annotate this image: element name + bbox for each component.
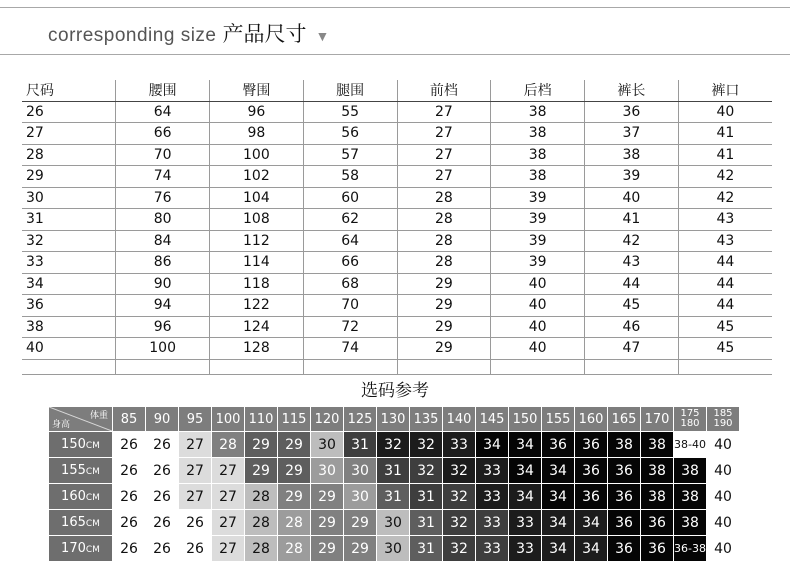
size-cell: 26 [113,536,146,562]
table-cell: 64 [116,101,210,123]
table-cell: 37 [585,123,679,145]
table-cell: 39 [491,209,585,231]
table-cell: 112 [210,230,304,252]
size-cell: 34 [575,536,608,562]
size-cell: 36 [575,484,608,510]
weight-header-cell: 150 [509,407,542,432]
size-cell: 31 [344,432,377,458]
size-cell: 36 [608,510,641,536]
column-header: 裤口 [678,80,772,101]
table-cell: 94 [116,295,210,317]
column-header: 后档 [491,80,585,101]
table-cell: 86 [116,252,210,274]
size-cell: 34 [476,432,509,458]
table-cell-empty [585,359,679,374]
size-cell: 30 [311,432,344,458]
table-cell: 98 [210,123,304,145]
table-cell: 34 [22,273,116,295]
table-cell: 27 [397,123,491,145]
table-row [22,273,772,295]
size-cell: 28 [245,536,278,562]
reference-row [49,510,740,536]
size-cell: 34 [575,510,608,536]
size-cell: 31 [377,458,410,484]
size-cell: 28 [278,536,311,562]
table-cell: 72 [303,316,397,338]
table-cell: 42 [678,187,772,209]
table-cell: 80 [116,209,210,231]
weight-header-cell: 165 [608,407,641,432]
size-cell: 34 [542,510,575,536]
table-cell: 42 [678,166,772,188]
table-cell: 45 [585,295,679,317]
table-cell-empty [210,359,304,374]
weight-header-cell: 140 [443,407,476,432]
table-cell: 68 [303,273,397,295]
table-cell: 96 [210,101,304,123]
table-cell: 38 [491,144,585,166]
table-row-empty [22,359,772,374]
table-row [22,166,772,188]
weight-header-cell: 115 [278,407,311,432]
size-cell: 27 [179,432,212,458]
column-header: 裤长 [585,80,679,101]
table-cell: 33 [22,252,116,274]
weight-header-cell: 155 [542,407,575,432]
size-cell: 29 [344,510,377,536]
size-cell: 33 [476,484,509,510]
table-cell: 128 [210,338,304,360]
table-cell: 118 [210,273,304,295]
size-cell: 29 [245,458,278,484]
size-cell: 31 [410,536,443,562]
size-cell: 27 [212,484,245,510]
table-row [22,316,772,338]
size-cell: 34 [509,484,542,510]
size-cell: 32 [410,432,443,458]
size-cell: 33 [476,510,509,536]
size-cell: 36 [542,432,575,458]
size-cell: 29 [311,510,344,536]
table-cell: 45 [678,338,772,360]
size-cell: 32 [443,536,476,562]
table-cell-empty [116,359,210,374]
size-cell: 34 [542,458,575,484]
size-cell: 33 [476,536,509,562]
size-cell: 32 [410,458,443,484]
size-cell: 33 [509,510,542,536]
size-cell: 33 [443,432,476,458]
reference-header-row [49,407,740,432]
size-cell: 29 [278,484,311,510]
table-cell: 100 [210,144,304,166]
size-cell: 36 [608,458,641,484]
weight-header-cell: 90 [146,407,179,432]
size-cell: 26 [146,510,179,536]
table-cell: 55 [303,101,397,123]
table-cell: 104 [210,187,304,209]
table-cell-empty [303,359,397,374]
size-cell: 26 [146,458,179,484]
size-cell: 28 [245,510,278,536]
column-header: 臀围 [210,80,304,101]
table-cell-empty [491,359,585,374]
size-cell: 34 [509,432,542,458]
size-cell: 30 [344,458,377,484]
weight-header-cell: 130 [377,407,410,432]
size-cell: 36 [641,510,674,536]
table-cell: 40 [491,316,585,338]
height-value: 170 [61,541,86,556]
table-cell: 29 [397,316,491,338]
table-cell: 64 [303,230,397,252]
size-cell: 26 [113,510,146,536]
table-cell: 32 [22,230,116,252]
column-header: 腿围 [303,80,397,101]
table-cell: 38 [585,144,679,166]
table-cell: 124 [210,316,304,338]
size-cell: 26 [146,536,179,562]
reference-row [49,432,740,458]
table-cell: 31 [22,209,116,231]
table-cell: 38 [491,166,585,188]
reference-row [49,458,740,484]
table-cell: 29 [397,295,491,317]
size-cell: 30 [311,458,344,484]
reference-corner-cell [49,407,113,432]
table-row [22,123,772,145]
size-cell: 27 [179,484,212,510]
height-label-cell [49,484,113,510]
weight-header-cell: 85 [113,407,146,432]
table-cell: 44 [678,252,772,274]
size-cell: 26 [179,510,212,536]
size-cell: 26 [113,458,146,484]
table-cell: 28 [22,144,116,166]
height-unit: CM [85,493,100,503]
table-cell: 44 [585,273,679,295]
section-header [48,18,329,46]
height-label-cell [49,458,113,484]
table-cell: 58 [303,166,397,188]
size-cell: 33 [509,536,542,562]
weight-header-cell: 110 [245,407,278,432]
size-cell: 36-38 [674,536,707,562]
size-cell: 40 [707,510,740,536]
size-cell: 36 [575,432,608,458]
weight-header-cell: 145 [476,407,509,432]
size-cell: 38 [641,432,674,458]
size-cell: 38 [674,458,707,484]
table-row [22,101,772,123]
size-cell: 29 [278,432,311,458]
size-cell: 29 [344,536,377,562]
size-cell: 31 [410,510,443,536]
weight-header-cell: 125 [344,407,377,432]
size-cell: 34 [509,458,542,484]
table-cell: 28 [397,209,491,231]
size-cell: 38-40 [674,432,707,458]
size-cell: 29 [278,458,311,484]
table-cell: 38 [491,123,585,145]
table-cell: 40 [22,338,116,360]
table-cell: 30 [22,187,116,209]
weight-header-cell: 160 [575,407,608,432]
table-cell: 47 [585,338,679,360]
size-cell: 40 [707,458,740,484]
table-cell: 28 [397,252,491,274]
weight-header-cell [674,407,707,432]
table-cell-empty [678,359,772,374]
table-cell: 100 [116,338,210,360]
size-cell: 26 [179,536,212,562]
size-cell: 40 [707,484,740,510]
table-cell: 28 [397,230,491,252]
height-label-cell [49,432,113,458]
height-unit: CM [85,467,100,477]
table-cell: 108 [210,209,304,231]
table-cell: 39 [491,230,585,252]
column-header: 腰围 [116,80,210,101]
table-cell: 39 [491,187,585,209]
table-cell: 96 [116,316,210,338]
size-cell: 30 [377,510,410,536]
size-cell: 32 [443,510,476,536]
table-row [22,338,772,360]
table-cell: 26 [22,101,116,123]
weight-header-cell: 135 [410,407,443,432]
size-cell: 27 [212,458,245,484]
size-table [22,80,772,375]
weight-header-label: 175 180 [680,407,700,429]
size-cell: 40 [707,536,740,562]
table-cell: 41 [678,123,772,145]
height-value: 165 [61,515,86,530]
table-cell: 45 [678,316,772,338]
size-cell: 26 [146,484,179,510]
table-cell: 43 [678,230,772,252]
triangle-down-icon: ▼ [315,28,330,44]
reference-title: 选码参考 [361,381,429,401]
size-cell: 36 [608,536,641,562]
table-cell: 27 [397,101,491,123]
table-cell: 40 [678,101,772,123]
table-cell: 40 [491,338,585,360]
size-cell: 29 [311,536,344,562]
size-cell: 28 [278,510,311,536]
size-cell: 27 [212,510,245,536]
table-cell-empty [22,359,116,374]
table-cell: 43 [678,209,772,231]
height-unit: CM [85,441,100,451]
size-cell: 36 [575,458,608,484]
table-row [22,209,772,231]
table-cell: 57 [303,144,397,166]
size-cell: 31 [377,484,410,510]
table-cell: 39 [585,166,679,188]
corner-height-label: 身高 [52,420,71,430]
reference-row [49,484,740,510]
weight-header-cell: 100 [212,407,245,432]
table-cell: 70 [116,144,210,166]
size-cell: 38 [641,484,674,510]
size-cell: 33 [476,458,509,484]
size-cell: 38 [674,484,707,510]
weight-header-cell: 170 [641,407,674,432]
header-title-cn: 产品尺寸 [222,22,307,46]
table-cell: 29 [22,166,116,188]
table-cell: 76 [116,187,210,209]
table-cell: 42 [585,230,679,252]
size-cell: 34 [542,536,575,562]
table-cell: 38 [491,101,585,123]
size-cell: 29 [245,432,278,458]
table-cell: 44 [678,295,772,317]
table-cell: 27 [397,166,491,188]
table-cell: 27 [397,144,491,166]
table-cell: 36 [22,295,116,317]
size-cell: 30 [377,536,410,562]
top-divider [0,7,790,8]
size-cell: 28 [245,484,278,510]
table-cell: 56 [303,123,397,145]
table-cell: 36 [585,101,679,123]
table-cell: 29 [397,273,491,295]
height-label-cell [49,510,113,536]
height-value: 150 [61,437,86,452]
size-cell: 40 [707,432,740,458]
header-title-en: corresponding size [48,25,217,46]
size-cell: 26 [146,432,179,458]
table-cell: 46 [585,316,679,338]
table-cell: 43 [585,252,679,274]
table-cell: 66 [303,252,397,274]
size-table-header [22,80,772,101]
table-cell: 122 [210,295,304,317]
size-cell: 38 [641,458,674,484]
table-cell: 60 [303,187,397,209]
column-header: 尺码 [22,80,116,101]
size-cell: 30 [344,484,377,510]
table-cell: 27 [22,123,116,145]
table-cell: 29 [397,338,491,360]
table-cell: 28 [397,187,491,209]
size-cell: 38 [608,432,641,458]
table-row [22,230,772,252]
table-cell: 74 [303,338,397,360]
size-reference-table [48,406,740,562]
size-cell: 36 [641,536,674,562]
size-cell: 36 [608,484,641,510]
table-cell-empty [397,359,491,374]
size-cell: 34 [542,484,575,510]
table-cell: 39 [491,252,585,274]
table-cell: 41 [678,144,772,166]
size-cell: 28 [212,432,245,458]
table-cell: 84 [116,230,210,252]
table-row [22,144,772,166]
header-divider [0,54,790,55]
height-unit: CM [85,545,100,555]
size-cell: 31 [410,484,443,510]
table-cell: 114 [210,252,304,274]
table-cell: 90 [116,273,210,295]
size-cell: 38 [674,510,707,536]
table-cell: 40 [491,273,585,295]
size-cell: 29 [311,484,344,510]
table-cell: 70 [303,295,397,317]
height-value: 160 [61,489,86,504]
table-row [22,187,772,209]
table-cell: 41 [585,209,679,231]
size-cell: 27 [179,458,212,484]
corner-weight-label: 体重 [89,411,108,421]
weight-header-cell [707,407,740,432]
table-cell: 40 [585,187,679,209]
table-row [22,252,772,274]
table-row [22,295,772,317]
table-cell: 102 [210,166,304,188]
table-cell: 40 [491,295,585,317]
height-value: 155 [61,463,86,478]
table-cell: 74 [116,166,210,188]
reference-row [49,536,740,562]
size-cell: 26 [113,484,146,510]
column-header: 前档 [397,80,491,101]
table-cell: 66 [116,123,210,145]
weight-header-cell: 95 [179,407,212,432]
weight-header-cell: 120 [311,407,344,432]
size-cell: 26 [113,432,146,458]
height-unit: CM [85,519,100,529]
size-cell: 27 [212,536,245,562]
table-cell: 62 [303,209,397,231]
size-cell: 32 [377,432,410,458]
height-label-cell [49,536,113,562]
size-cell: 32 [443,484,476,510]
table-cell: 44 [678,273,772,295]
size-cell: 32 [443,458,476,484]
table-cell: 38 [22,316,116,338]
weight-header-label: 185 190 [713,407,733,429]
